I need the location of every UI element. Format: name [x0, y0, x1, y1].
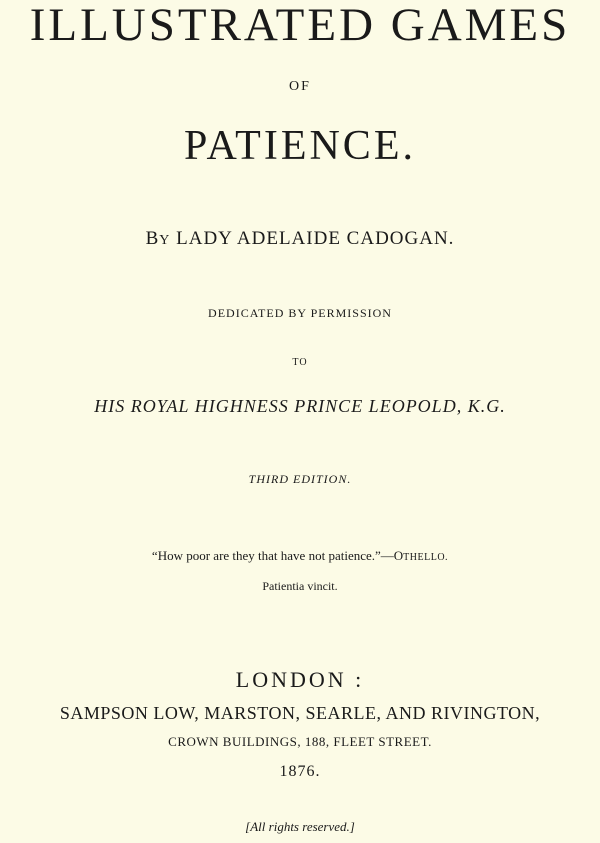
imprint-address: CROWN BUILDINGS, 188, FLEET STREET. — [168, 734, 432, 749]
author-line — [0, 229, 600, 248]
author-prefix-rest: Y — [159, 233, 171, 248]
dedicatee: HIS ROYAL HIGHNESS PRINCE LEOPOLD, K.G. — [94, 396, 506, 416]
epigraph-text: “How poor are they that have not patience.”— — [151, 548, 394, 563]
book-title: ILLUSTRATED GAMES — [29, 0, 571, 51]
rights-notice: [All rights reserved.] — [245, 819, 355, 834]
dedication-to: TO — [292, 357, 308, 368]
epigraph-motto: Patientia vincit. — [262, 579, 338, 593]
book-subject: PATIENCE. — [184, 123, 416, 169]
imprint-publisher: SAMPSON LOW, MARSTON, SEARLE, AND RIVINGTON, — [59, 703, 541, 723]
imprint-year: 1876. — [279, 763, 321, 780]
edition-label: THIRD EDITION. — [248, 472, 352, 486]
epigraph-source-rest: THELLO. — [403, 552, 449, 563]
dedication-line: DEDICATED BY PERMISSION — [208, 306, 392, 320]
title-connector: OF — [289, 79, 311, 94]
epigraph-source-cap: O — [393, 548, 404, 563]
epigraph-quote — [0, 549, 600, 563]
author-prefix-cap: B — [145, 228, 160, 249]
author-name: LADY ADELAIDE CADOGAN. — [176, 228, 455, 249]
imprint-city: LONDON : — [235, 667, 365, 692]
